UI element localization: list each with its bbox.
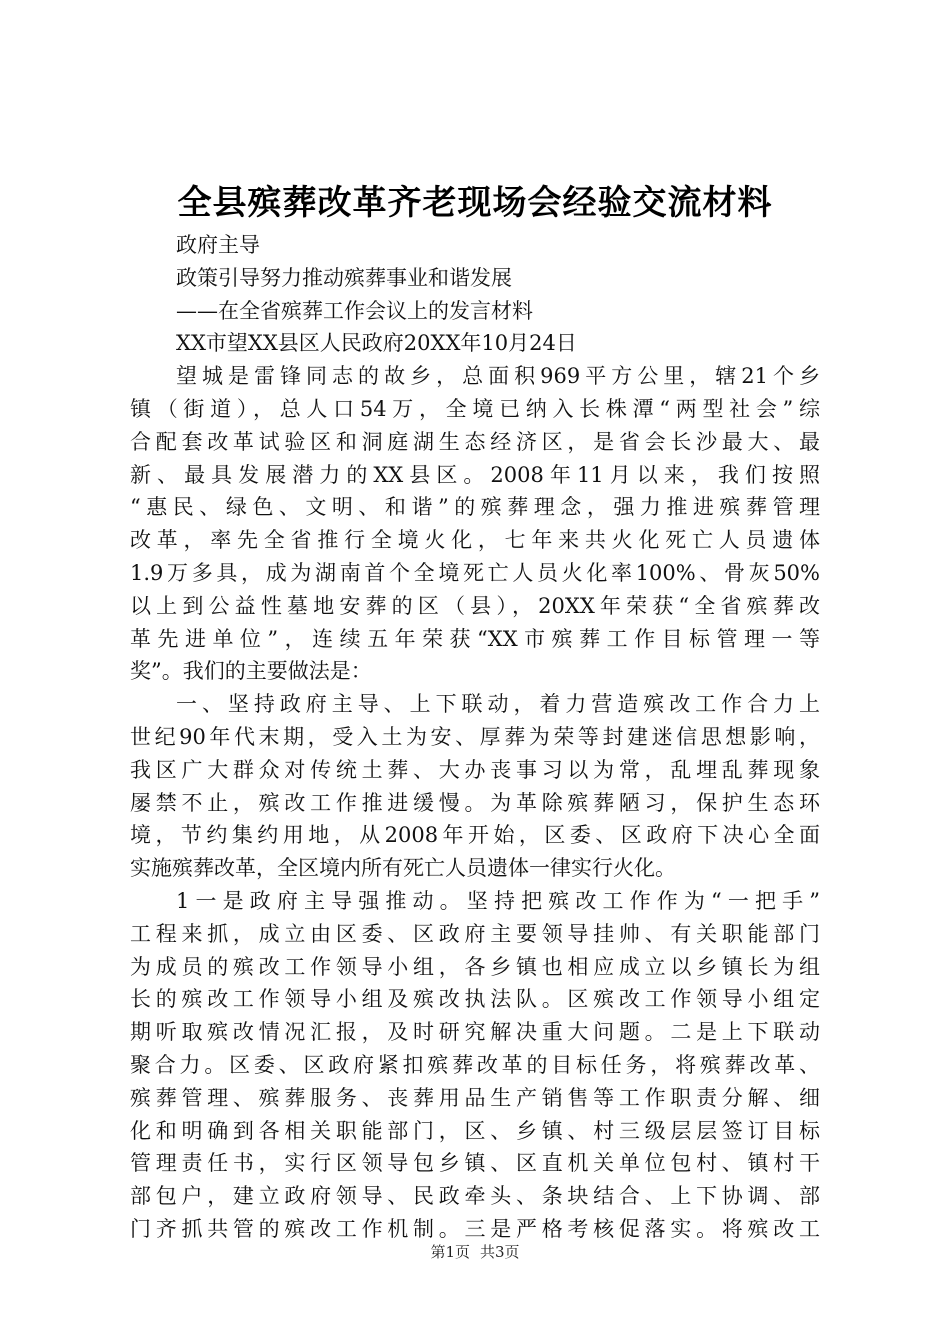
body-line: 期听取殡改情况汇报，及时研究解决重大问题。二是上下联动: [130, 1020, 820, 1045]
document-body: [130, 229, 820, 1246]
body-line: 化和明确到各相关职能部门，区、乡镇、村三级层层签订目标: [130, 1118, 820, 1143]
body-line: 工程来抓，成立由区委、区政府主要领导挂帅、有关职能部门: [130, 921, 820, 946]
body-line: XX市望XX县区人民政府20XX年10月24日: [176, 331, 577, 356]
body-line: 世纪90年代末期，受入土为安、厚葬为荣等封建迷信思想影响，: [130, 724, 820, 749]
body-line: 我区广大群众对传统土葬、大办丧事习以为常，乱埋乱葬现象: [130, 757, 820, 782]
document-title: 全县殡葬改革齐老现场会经验交流材料: [177, 183, 773, 223]
body-line: 门齐抓共管的殡改工作机制。三是严格考核促落实。将殡改工: [130, 1216, 820, 1241]
body-line: 为成员的殡改工作领导小组，各乡镇也相应成立以乡镇长为组: [130, 954, 820, 979]
body-line: 望城是雷锋同志的故乡，总面积969平方公里，辖21个乡: [176, 364, 820, 389]
body-line: 一、坚持政府主导、上下联动，着力营造殡改工作合力上: [176, 692, 820, 717]
body-line: 奖”。我们的主要做法是：: [130, 659, 372, 684]
body-line: 屡禁不止，殡改工作推进缓慢。为革除殡葬陋习，保护生态环: [130, 790, 820, 815]
body-line: 长的殡改工作领导小组及殡改执法队。区殡改工作领导小组定: [130, 987, 820, 1012]
body-line: 政策引导努力推动殡葬事业和谐发展: [176, 265, 512, 290]
body-line: “惠民、绿色、文明、和谐”的殡葬理念，强力推进殡葬管理: [130, 495, 820, 520]
body-line: 新、最具发展潜力的XX县区。2008年11月以来，我们按照: [130, 462, 820, 487]
body-line: 镇（街道），总人口54万，全境已纳入长株潭“两型社会”综: [130, 396, 820, 421]
body-line: 殡葬管理、殡葬服务、丧葬用品生产销售等工作职责分解、细: [130, 1085, 820, 1110]
body-line: 聚合力。区委、区政府紧扣殡葬改革的目标任务，将殡葬改革、: [130, 1052, 820, 1077]
body-line: 实施殡葬改革，全区境内所有死亡人员遗体一律实行火化。: [130, 856, 676, 881]
body-line: 以上到公益性墓地安葬的区（县），20XX年荣获“全省殡葬改: [130, 593, 820, 618]
page-footer: [0, 1242, 950, 1262]
body-line: 部包户，建立政府领导、民政牵头、条块结合、上下协调、部: [130, 1184, 820, 1209]
body-line: 改革，率先全省推行全境火化，七年来共火化死亡人员遗体: [130, 528, 820, 553]
body-line: 革先进单位”，连续五年荣获“XX市殡葬工作目标管理一等: [130, 626, 820, 651]
body-line: 1.9万多具，成为湖南首个全境死亡人员火化率100%、骨灰50%: [130, 560, 820, 585]
page-total: 共3页: [480, 1243, 520, 1261]
body-line: 管理责任书，实行区领导包乡镇、区直机关单位包村、镇村干: [130, 1151, 820, 1176]
body-line: 合配套改革试验区和洞庭湖生态经济区，是省会长沙最大、最: [130, 429, 820, 454]
body-line: 1一是政府主导强推动。坚持把殡改工作作为“一把手”: [176, 888, 820, 913]
body-line: 政府主导: [176, 233, 260, 257]
page-number: 第1页: [430, 1243, 470, 1261]
body-line: ——在全省殡葬工作会议上的发言材料: [176, 298, 533, 323]
body-line: 境，节约集约用地，从2008年开始，区委、区政府下决心全面: [130, 823, 820, 848]
